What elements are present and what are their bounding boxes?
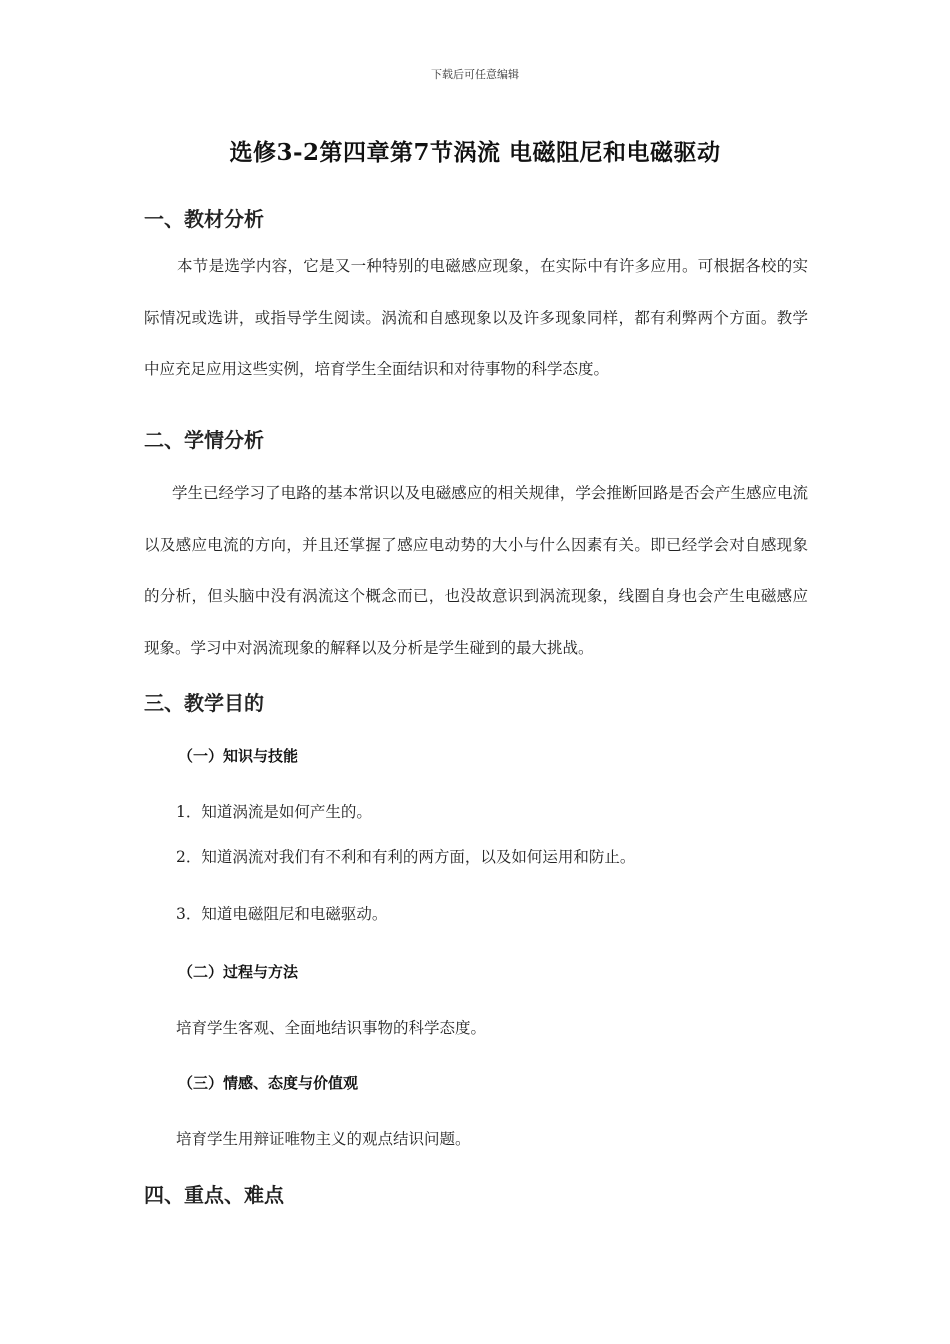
subheading-emotion-values: （三）情感、态度与价值观 [178, 1074, 359, 1092]
list-item: 1．知道涡流是如何产生的。 [176, 803, 372, 821]
subheading-process-method: （二）过程与方法 [178, 963, 299, 981]
section-heading-teaching-goals: 三、教学目的 [144, 691, 264, 715]
section-paragraph-student-analysis: 学生已经学习了电路的基本常识以及电磁感应的相关规律，学会推断回路是否会产生感应电流以及感应电流的方向，并且还掌握了感应电动势的大小与什么因素有关。即已经学会对自感现象的分析，但头脑中没有涡流这个概念而已，也没故意识到涡流现象，线圈自身也会产生电磁感应现象。学习中对涡流现象的解释以及分析是学生碰到的最大挑战。 [144, 484, 808, 658]
list-item: 3．知道电磁阻尼和电磁驱动。 [176, 905, 388, 923]
section-heading-key-points: 四、重点、难点 [144, 1183, 284, 1207]
subheading-knowledge-skills: （一）知识与技能 [178, 747, 299, 765]
section-heading-textbook-analysis: 一、教材分析 [144, 207, 264, 231]
emotion-values-text: 培育学生用辩证唯物主义的观点结识问题。 [176, 1130, 471, 1148]
list-item: 2．知道涡流对我们有不利和有利的两方面，以及如何运用和防止。 [176, 848, 636, 866]
section-heading-student-analysis: 二、学情分析 [144, 428, 264, 452]
process-method-text: 培育学生客观、全面地结识事物的科学态度。 [176, 1019, 487, 1037]
document-title: 选修3-2第四章第7节涡流 电磁阻尼和电磁驱动 [229, 139, 721, 166]
section-paragraph-textbook-analysis: 本节是选学内容，它是又一种特别的电磁感应现象，在实际中有许多应用。可根据各校的实际情况或选讲，或指导学生阅读。涡流和自感现象以及许多现象同样，都有利弊两个方面。教学中应充足应用这些实例，培育学生全面结识和对待事物的科学态度。 [144, 257, 808, 379]
page-header-note: 下载后可任意编辑 [431, 68, 519, 81]
